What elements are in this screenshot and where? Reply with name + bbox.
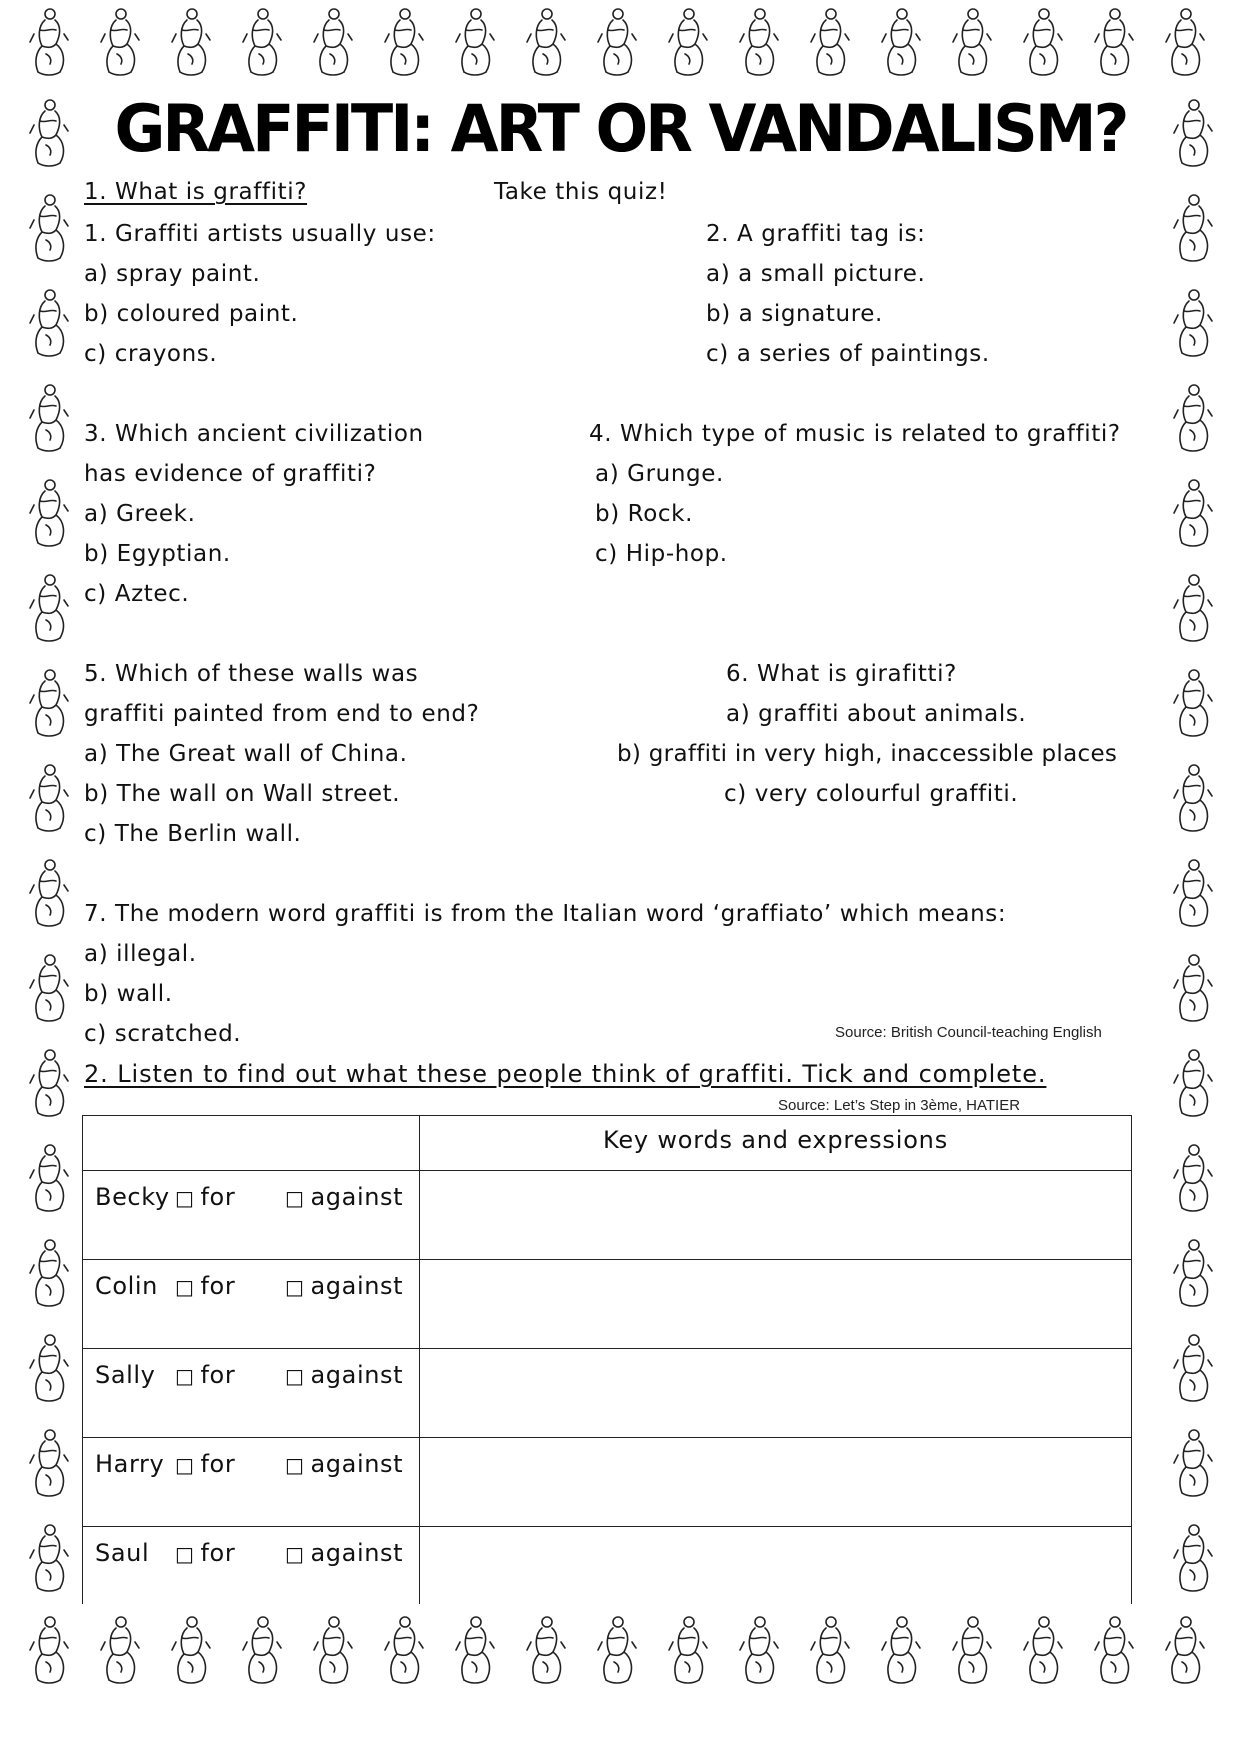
question-3-line2: has evidence of graffiti? [84, 461, 377, 487]
graffiti-figure-icon [26, 475, 72, 551]
for-checkbox[interactable]: □ [175, 1186, 195, 1210]
graffiti-figure-icon [310, 1612, 356, 1688]
for-option[interactable] [175, 1539, 285, 1567]
graffiti-figure-icon [26, 380, 72, 456]
for-label: for [200, 1539, 236, 1567]
graffiti-figure-icon [26, 665, 72, 741]
bottom-border [0, 1612, 1241, 1688]
table-row [83, 1171, 1132, 1260]
against-checkbox[interactable]: □ [285, 1453, 305, 1477]
keywords-answer-cell[interactable] [420, 1438, 1132, 1527]
graffiti-figure-icon [26, 1235, 72, 1311]
q5-option-a: a) The Great wall of China. [84, 741, 408, 767]
table-row [83, 1349, 1132, 1438]
keywords-answer-cell[interactable] [420, 1260, 1132, 1349]
q5-option-c: c) The Berlin wall. [84, 821, 302, 847]
graffiti-figure-icon [1170, 1235, 1216, 1311]
section1-subheading: Take this quiz! [494, 179, 668, 205]
person-name: Saul [95, 1539, 150, 1567]
for-label: for [200, 1361, 236, 1389]
graffiti-figure-icon [1020, 1612, 1066, 1688]
table-header-keywords: Key words and expressions [420, 1116, 1132, 1171]
person-name: Harry [95, 1450, 165, 1478]
section1-heading: 1. What is graffiti? [84, 179, 308, 205]
top-border [0, 4, 1241, 80]
q4-option-b: b) Rock. [595, 501, 693, 527]
keywords-answer-cell[interactable] [420, 1527, 1132, 1616]
graffiti-figure-icon [381, 1612, 427, 1688]
q3-option-a: a) Greek. [84, 501, 196, 527]
graffiti-figure-icon [665, 4, 711, 80]
question-6: 6. What is girafitti? [726, 661, 957, 687]
graffiti-figure-icon [26, 760, 72, 836]
graffiti-figure-icon [1170, 285, 1216, 361]
graffiti-figure-icon [878, 1612, 924, 1688]
against-checkbox[interactable]: □ [285, 1275, 305, 1299]
for-checkbox[interactable]: □ [175, 1542, 195, 1566]
graffiti-figure-icon [594, 4, 640, 80]
for-label: for [200, 1183, 236, 1211]
table-header-empty [83, 1116, 420, 1171]
q2-option-a: a) a small picture. [706, 261, 926, 287]
graffiti-figure-icon [1170, 1330, 1216, 1406]
for-label: for [200, 1450, 236, 1478]
q4-option-c: c) Hip-hop. [595, 541, 728, 567]
q5-option-b: b) The wall on Wall street. [84, 781, 401, 807]
question-1: 1. Graffiti artists usually use: [84, 221, 436, 247]
graffiti-figure-icon [452, 1612, 498, 1688]
source-british-council: Source: British Council-teaching English [835, 1024, 1102, 1041]
person-name: Becky [95, 1183, 170, 1211]
against-option[interactable] [285, 1450, 403, 1478]
graffiti-figure-icon [807, 4, 853, 80]
q7-option-c: c) scratched. [84, 1021, 242, 1047]
q6-option-b: b) graffiti in very high, inaccessible places [617, 741, 1118, 767]
graffiti-figure-icon [26, 1045, 72, 1121]
graffiti-figure-icon [665, 1612, 711, 1688]
page-title: GRAFFITI: ART OR VANDALISM? [114, 90, 1127, 167]
for-option[interactable] [175, 1183, 285, 1211]
q7-option-b: b) wall. [84, 981, 173, 1007]
graffiti-figure-icon [26, 1612, 72, 1688]
q3-option-b: b) Egyptian. [84, 541, 231, 567]
graffiti-figure-icon [310, 4, 356, 80]
graffiti-figure-icon [26, 950, 72, 1026]
source-hatier: Source: Let’s Step in 3ème, HATIER [778, 1097, 1021, 1114]
graffiti-figure-icon [26, 1140, 72, 1216]
graffiti-figure-icon [878, 4, 924, 80]
graffiti-figure-icon [26, 1330, 72, 1406]
question-5: 5. Which of these walls was [84, 661, 419, 687]
against-label: against [310, 1183, 404, 1211]
keywords-answer-cell[interactable] [420, 1349, 1132, 1438]
graffiti-figure-icon [523, 1612, 569, 1688]
table-row [83, 1438, 1132, 1527]
for-option[interactable] [175, 1361, 285, 1389]
graffiti-figure-icon [1170, 1045, 1216, 1121]
graffiti-figure-icon [1162, 1612, 1208, 1688]
person-name: Sally [95, 1361, 156, 1389]
graffiti-figure-icon [26, 1425, 72, 1501]
section2-heading: 2. Listen to find out what these people think of graffiti. Tick and complete. [84, 1060, 1047, 1088]
q1-option-a: a) spray paint. [84, 261, 261, 287]
against-label: against [310, 1361, 404, 1389]
question-2: 2. A graffiti tag is: [706, 221, 926, 247]
for-checkbox[interactable]: □ [175, 1453, 195, 1477]
q6-option-a: a) graffiti about animals. [726, 701, 1027, 727]
person-cell [83, 1260, 420, 1349]
graffiti-figure-icon [239, 4, 285, 80]
graffiti-figure-icon [1170, 665, 1216, 741]
graffiti-figure-icon [452, 4, 498, 80]
question-7: 7. The modern word graffiti is from the Italian word ‘graffiato’ which means: [84, 901, 1007, 927]
person-cell [83, 1527, 420, 1616]
graffiti-figure-icon [736, 1612, 782, 1688]
graffiti-figure-icon [1170, 190, 1216, 266]
graffiti-figure-icon [26, 190, 72, 266]
graffiti-figure-icon [1170, 760, 1216, 836]
question-3: 3. Which ancient civilization [84, 421, 424, 447]
person-cell [83, 1171, 420, 1260]
graffiti-figure-icon [736, 4, 782, 80]
graffiti-figure-icon [523, 4, 569, 80]
listening-table [82, 1115, 1132, 1616]
for-checkbox[interactable]: □ [175, 1364, 195, 1388]
against-checkbox[interactable]: □ [285, 1186, 305, 1210]
q6-option-c: c) very colourful graffiti. [724, 781, 1019, 807]
for-option[interactable] [175, 1272, 285, 1300]
person-name: Colin [95, 1272, 158, 1300]
q1-option-b: b) coloured paint. [84, 301, 299, 327]
q1-option-c: c) crayons. [84, 341, 218, 367]
graffiti-figure-icon [1170, 570, 1216, 646]
table-bottom-cut [82, 1604, 1134, 1616]
against-label: against [310, 1450, 404, 1478]
against-checkbox[interactable]: □ [285, 1364, 305, 1388]
q2-option-b: b) a signature. [706, 301, 883, 327]
against-option[interactable] [285, 1361, 403, 1389]
graffiti-figure-icon [1170, 380, 1216, 456]
graffiti-figure-icon [594, 1612, 640, 1688]
right-border [1170, 95, 1230, 1615]
graffiti-figure-icon [1091, 4, 1137, 80]
q7-option-a: a) illegal. [84, 941, 197, 967]
graffiti-figure-icon [1170, 950, 1216, 1026]
graffiti-figure-icon [949, 4, 995, 80]
graffiti-figure-icon [26, 570, 72, 646]
graffiti-figure-icon [97, 1612, 143, 1688]
q3-option-c: c) Aztec. [84, 581, 190, 607]
graffiti-figure-icon [239, 1612, 285, 1688]
graffiti-figure-icon [1170, 855, 1216, 931]
table-row [83, 1527, 1132, 1616]
graffiti-figure-icon [1162, 4, 1208, 80]
graffiti-figure-icon [1170, 475, 1216, 551]
graffiti-figure-icon [1170, 1140, 1216, 1216]
graffiti-figure-icon [807, 1612, 853, 1688]
left-border [26, 95, 86, 1615]
for-checkbox[interactable]: □ [175, 1275, 195, 1299]
graffiti-figure-icon [381, 4, 427, 80]
for-option[interactable] [175, 1450, 285, 1478]
q2-option-c: c) a series of paintings. [706, 341, 990, 367]
against-label: against [310, 1272, 404, 1300]
graffiti-figure-icon [26, 1520, 72, 1596]
graffiti-figure-icon [168, 1612, 214, 1688]
person-cell [83, 1349, 420, 1438]
graffiti-figure-icon [1170, 1425, 1216, 1501]
graffiti-figure-icon [1020, 4, 1066, 80]
against-option[interactable] [285, 1272, 403, 1300]
graffiti-figure-icon [949, 1612, 995, 1688]
against-checkbox[interactable]: □ [285, 1542, 305, 1566]
graffiti-figure-icon [26, 285, 72, 361]
keywords-answer-cell[interactable] [420, 1171, 1132, 1260]
question-4: 4. Which type of music is related to graffiti? [589, 421, 1121, 447]
graffiti-figure-icon [168, 4, 214, 80]
against-option[interactable] [285, 1183, 403, 1211]
against-label: against [310, 1539, 404, 1567]
graffiti-figure-icon [1091, 1612, 1137, 1688]
graffiti-figure-icon [1170, 1520, 1216, 1596]
question-5-line2: graffiti painted from end to end? [84, 701, 480, 727]
table-row [83, 1260, 1132, 1349]
graffiti-figure-icon [26, 4, 72, 80]
against-option[interactable] [285, 1539, 403, 1567]
graffiti-figure-icon [97, 4, 143, 80]
person-cell [83, 1438, 420, 1527]
graffiti-figure-icon [26, 855, 72, 931]
for-label: for [200, 1272, 236, 1300]
q4-option-a: a) Grunge. [595, 461, 724, 487]
